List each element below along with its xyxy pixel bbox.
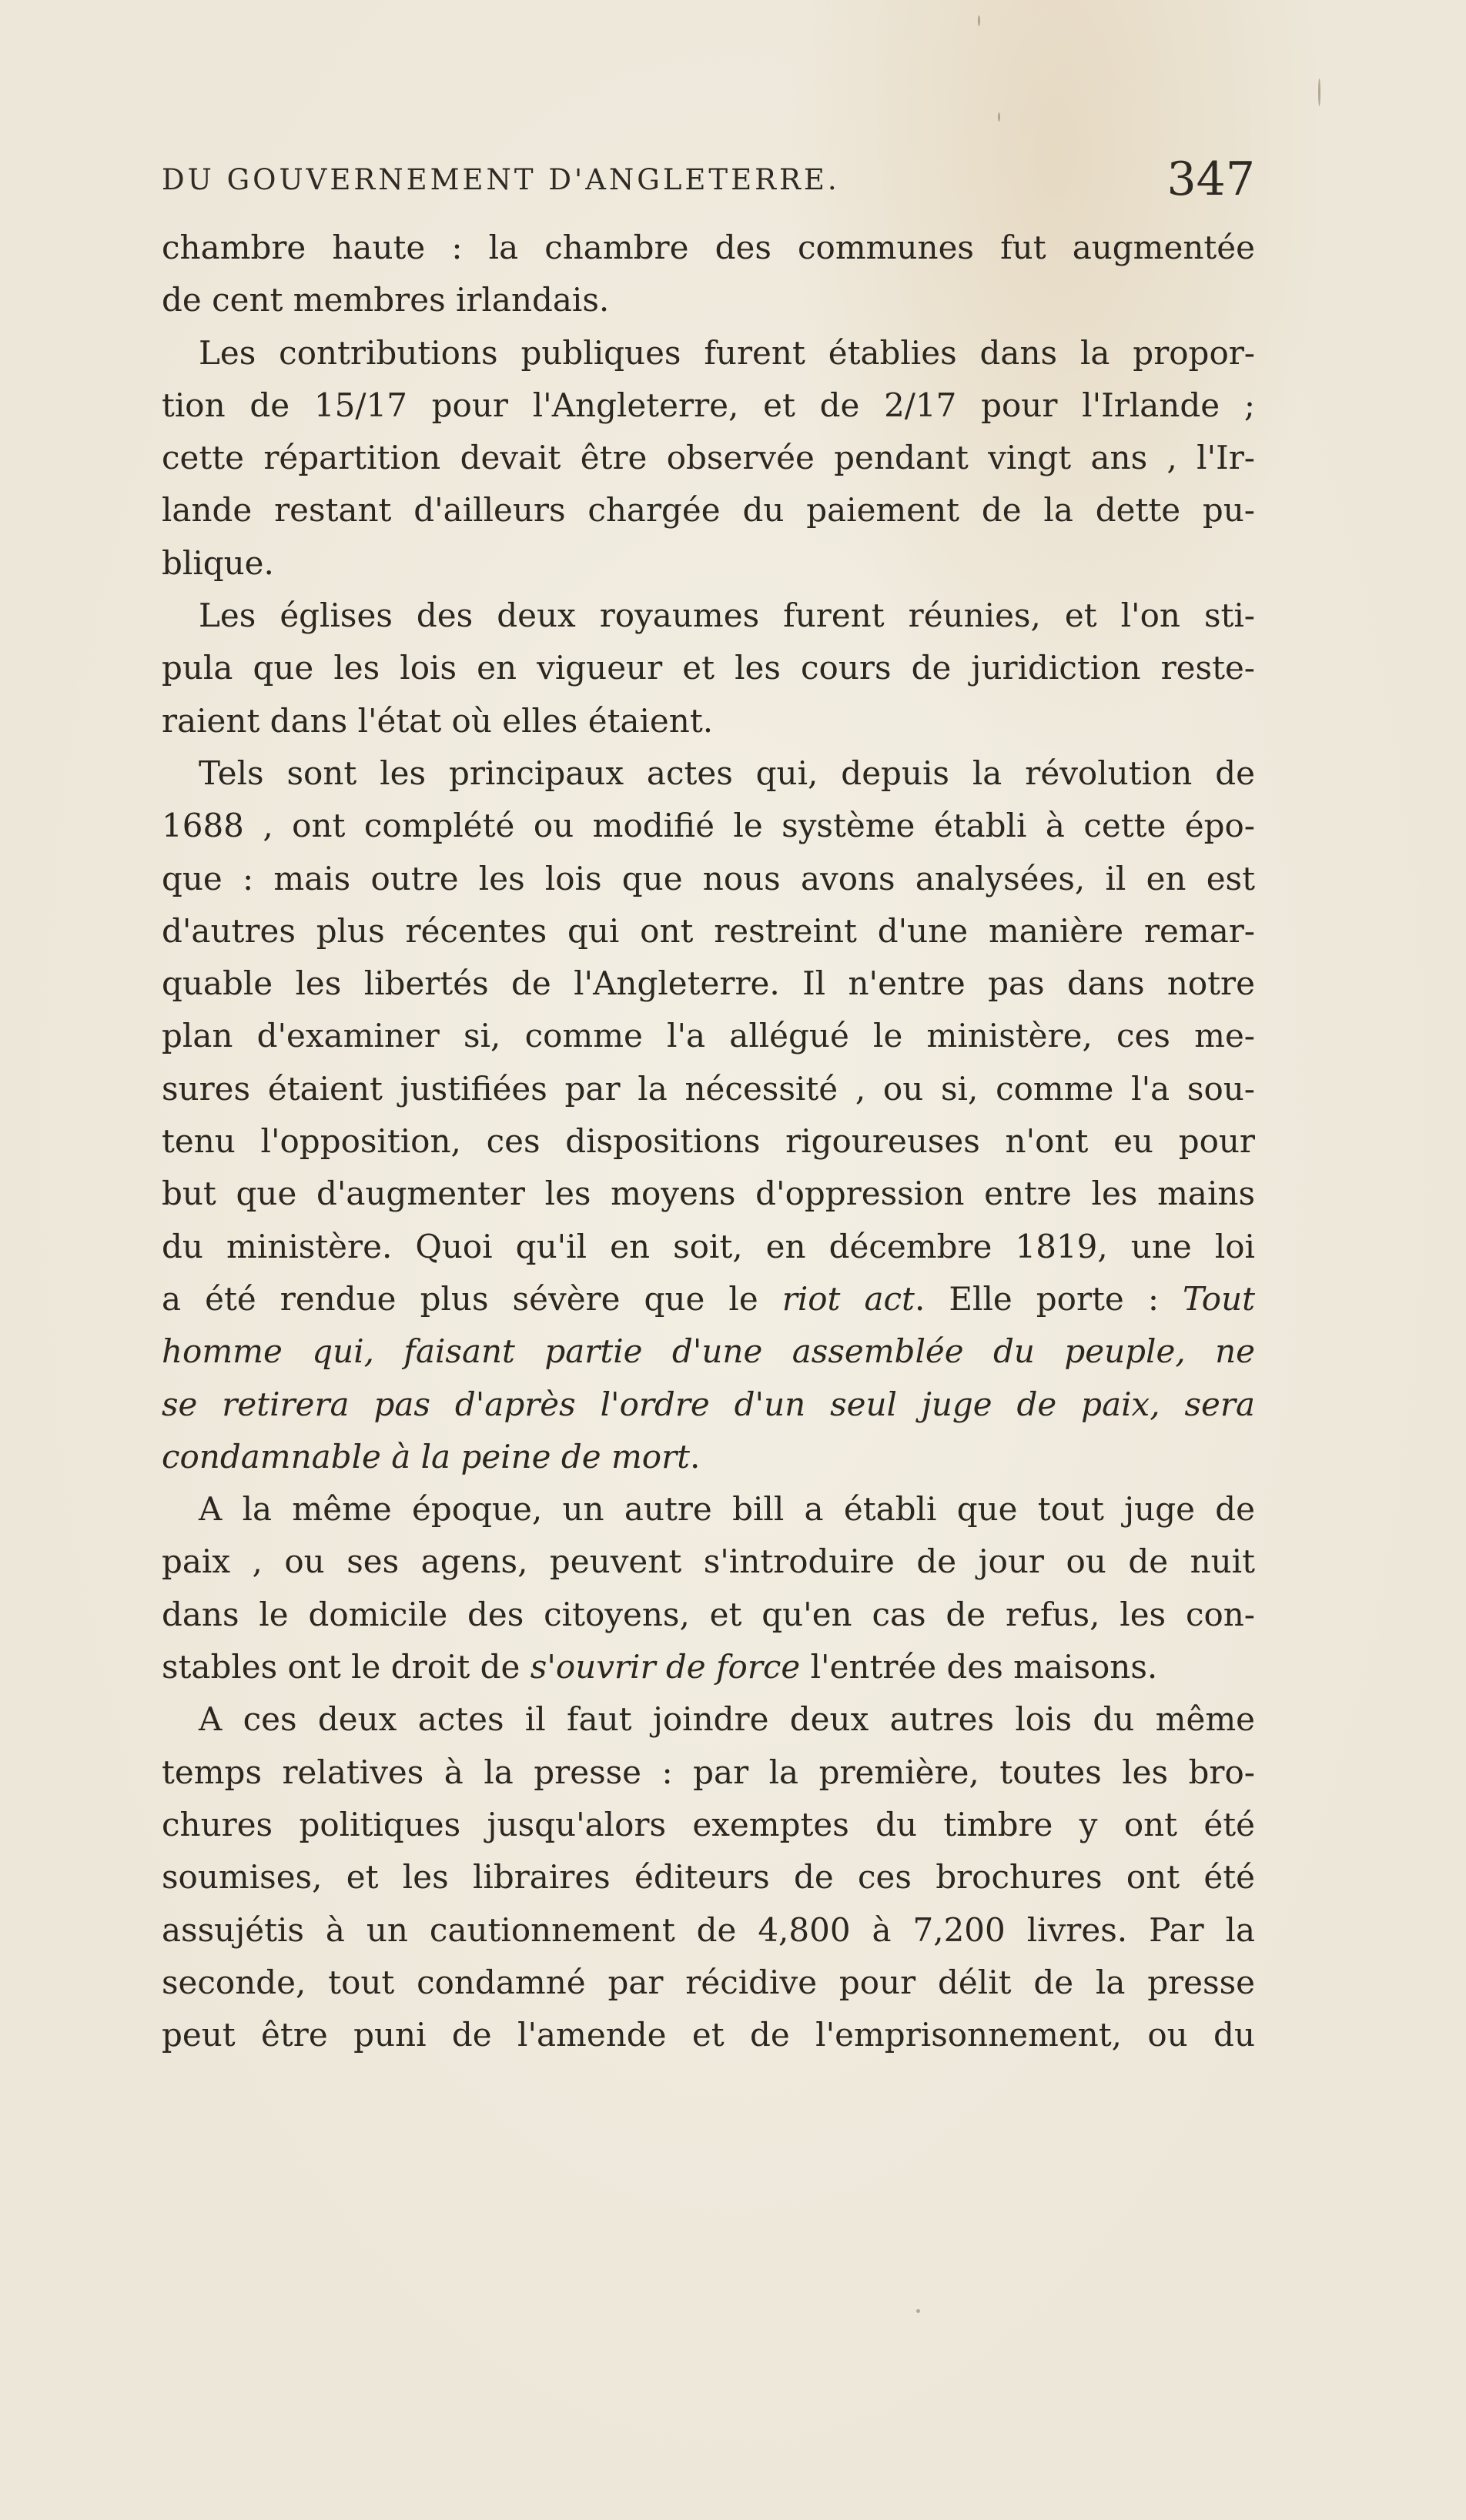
text-line: raient dans l'état où elles étaient. — [162, 701, 714, 740]
text-line: Les contributions publiques furent établies dans la propor- — [199, 333, 1255, 372]
body-text — [162, 222, 1255, 2061]
text-line: tion de 15/17 pour l'Angleterre, et de 2/17 pour l'Irlande ; — [162, 386, 1255, 424]
text-line: de cent membres irlandais. — [162, 281, 610, 319]
text-line: d'autres plus récentes qui ont restreint d'une manière remar- — [162, 911, 1255, 950]
text-line: quable les libertés de l'Angleterre. Il n'entre pas dans notre — [162, 964, 1255, 1003]
running-title: DU GOUVERNEMENT D'ANGLETERRE. — [162, 163, 840, 196]
paper-speck — [978, 15, 980, 26]
text-line: sures étaient justifiées par la nécessité , ou si, comme l'a sou- — [162, 1069, 1255, 1108]
text-line: Les églises des deux royaumes furent réunies, et l'on sti- — [199, 597, 1255, 635]
text-line: que : mais outre les lois que nous avons analysées, il en est — [162, 859, 1255, 897]
text-line: pula que les lois en vigueur et les cours de juridiction reste- — [162, 649, 1255, 687]
text-line: stables ont le droit de s'ouvrir de force l'entrée des maisons. — [162, 1648, 1158, 1686]
text-line: plan d'examiner si, comme l'a allégué le ministère, ces me- — [162, 1017, 1255, 1055]
text-line: seconde, tout condamné par récidive pour délit de la presse — [162, 1963, 1255, 2001]
italic-phrase: s'ouvrir de force — [530, 1648, 801, 1686]
running-head — [162, 152, 1255, 214]
text-line: paix , ou ses agens, peuvent s'introduire de jour ou de nuit — [162, 1542, 1255, 1581]
text-line — [162, 1379, 1255, 1431]
italic-phrase: riot act — [782, 1279, 915, 1318]
text-line: Tels sont les principaux actes qui, depuis la révolution de — [199, 754, 1255, 792]
text-line: A ces deux actes il faut joindre deux autres lois du même — [199, 1700, 1255, 1739]
paper-speck — [1318, 79, 1320, 106]
page-number: 347 — [1166, 152, 1255, 206]
text-line: du ministère. Quoi qu'il en soit, en décembre 1819, une loi — [162, 1227, 1255, 1265]
text-line: lande restant d'ailleurs chargée du paiement de la dette pu- — [162, 491, 1255, 530]
italic-phrase: condamnable à la peine de mort — [162, 1437, 691, 1476]
text-line: dans le domicile des citoyens, et qu'en cas de refus, les con- — [162, 1595, 1255, 1633]
text-line: 1688 , ont complété ou modifié le système établi à cette épo- — [162, 807, 1255, 845]
italic-phrase: homme qui, faisant partie d'une assemblée du peuple, ne — [162, 1332, 1255, 1371]
text-line: but que d'augmenter les moyens d'oppression entre les mains — [162, 1175, 1255, 1213]
text-line: tenu l'opposition, ces dispositions rigoureuses n'ont eu pour — [162, 1122, 1255, 1161]
text-line: A la même époque, un autre bill a établi que tout juge de — [199, 1490, 1255, 1529]
text-line: cette répartition devait être observée pendant vingt ans , l'Ir- — [162, 439, 1255, 477]
text-line: condamnable à la peine de mort. — [162, 1437, 701, 1476]
italic-phrase: se retirera pas d'après l'ordre d'un seul juge de paix, sera — [162, 1385, 1255, 1423]
text-line: chures politiques jusqu'alors exemptes du timbre y ont été — [162, 1805, 1255, 1843]
text-line: a été rendue plus sévère que le riot act. Elle porte : Tout — [162, 1279, 1256, 1318]
text-line: assujétis à un cautionnement de 4,800 à 7,200 livres. Par la — [162, 1910, 1255, 1949]
paper-speck — [998, 112, 1000, 122]
text-line: blique. — [162, 543, 274, 582]
italic-phrase: Tout — [1183, 1279, 1256, 1318]
text-line: chambre haute : la chambre des communes fut augmentée — [162, 229, 1255, 266]
paper-speck — [916, 2309, 920, 2313]
text-line — [162, 1325, 1255, 1378]
text-line: soumises, et les libraires éditeurs de ces brochures ont été — [162, 1858, 1255, 1897]
text-line: peut être puni de l'amende et de l'emprisonnement, ou du — [162, 2016, 1255, 2054]
text-line: temps relatives à la presse : par la première, toutes les bro- — [162, 1753, 1255, 1791]
